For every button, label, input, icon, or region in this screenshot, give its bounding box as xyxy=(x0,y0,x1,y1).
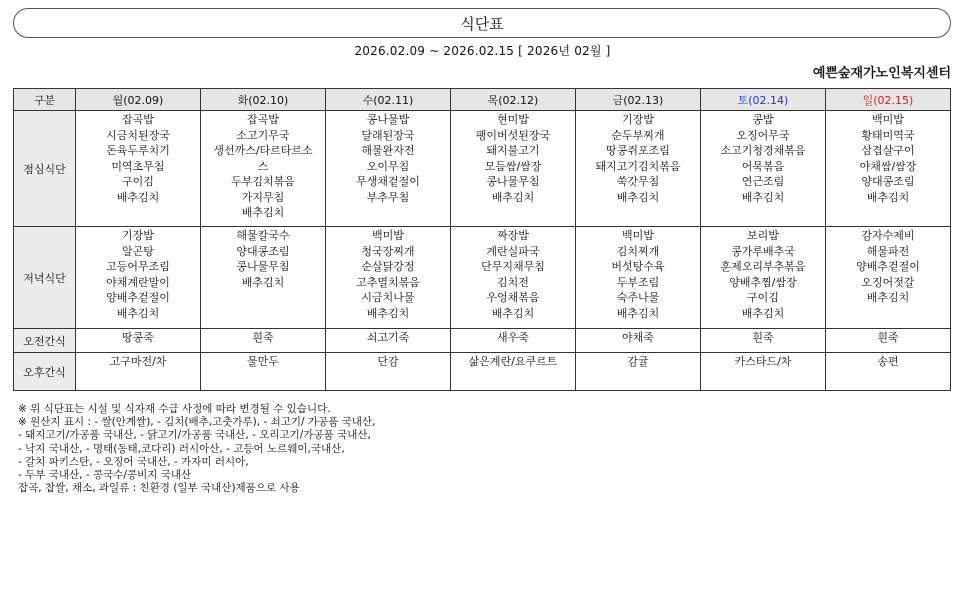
menu-item: 흰죽 xyxy=(752,331,774,344)
menu-item: 가지무침 xyxy=(241,190,285,204)
menu-item: 삶은계란/요쿠르트 xyxy=(468,355,558,368)
menu-item: 백미밥 xyxy=(872,113,904,126)
menu-item: 배추김치 xyxy=(491,306,535,320)
meal-row xyxy=(14,353,951,391)
menu-item: 보리밥 xyxy=(747,229,779,242)
row-label: 오후간식 xyxy=(14,353,76,391)
menu-item: 흰죽 xyxy=(877,331,899,344)
menu-item: 쑥갓무침 xyxy=(616,175,660,188)
menu-item: 연근조림 xyxy=(741,175,785,188)
menu-item: 양배추찜/쌈장 xyxy=(729,275,797,289)
menu-item: 우엉채볶음 xyxy=(486,291,540,304)
menu-item: 청국장찌개 xyxy=(361,244,415,258)
menu-item: 배추김치 xyxy=(741,306,785,320)
menu-item: 구이김 xyxy=(122,175,154,188)
menu-item: 소고기청경채볶음 xyxy=(720,144,806,157)
menu-cell xyxy=(201,353,326,391)
menu-item: 시금치된장국 xyxy=(106,128,170,142)
menu-item: 배추김치 xyxy=(116,306,160,320)
menu-cell xyxy=(701,111,826,227)
row-label: 저녁식단 xyxy=(14,227,76,329)
day-header: 수(02.11) xyxy=(326,89,451,111)
menu-item: 고구마전/차 xyxy=(109,355,167,368)
note-line: - 두부 국내산, - 콩국수/콩비지 국내산 xyxy=(18,469,192,482)
menu-cell xyxy=(451,227,576,329)
menu-item: 잡곡밥 xyxy=(122,113,154,126)
organization-name: 예쁜숲재가노인복지센터 xyxy=(812,66,951,81)
menu-item: 돈육두루치기 xyxy=(106,144,170,157)
note-line: ※ 원산지 표시 : - 쌀(안계쌀), - 김치(배추,고춧가루), - 쇠고기/ 가공품 국내산, xyxy=(18,416,376,429)
menu-item: 배추김치 xyxy=(866,190,910,204)
menu-cell xyxy=(201,111,326,227)
note-line: - 낙지 국내산, - 명태(동태,코다리) 러시아산, - 고등어 노르웨이,국내산, xyxy=(18,442,345,455)
menu-item: 두부조림 xyxy=(616,275,660,289)
header-row xyxy=(14,89,951,111)
menu-item: 짜장밥 xyxy=(497,229,529,242)
day-header: 월(02.09) xyxy=(76,89,201,111)
menu-item: 시금치나물 xyxy=(361,291,415,304)
menu-item: 송편 xyxy=(877,355,899,368)
menu-item: 모듬쌈/쌈장 xyxy=(484,159,542,173)
menu-item: 두부김치볶음 xyxy=(231,175,295,188)
menu-cell xyxy=(576,227,701,329)
menu-item: 현미밥 xyxy=(497,113,529,126)
period-range: 2026.02.09 ~ 2026.02.15 [ 2026년 02월 ] xyxy=(354,44,611,58)
menu-cell xyxy=(326,227,451,329)
menu-item: 배추김치 xyxy=(241,275,285,289)
menu-item: 감자수제비 xyxy=(861,229,915,242)
page-title: 식단표 xyxy=(460,14,504,33)
day-header: 목(02.12) xyxy=(451,89,576,111)
menu-item: 구이김 xyxy=(747,291,779,304)
menu-item: 양배추겉절이 xyxy=(856,260,920,273)
menu-cell xyxy=(701,227,826,329)
menu-item: 쇠고기죽 xyxy=(366,331,410,344)
menu-cell xyxy=(326,329,451,353)
menu-item: 고등어무조림 xyxy=(106,260,170,273)
menu-item: 콩가루배추국 xyxy=(731,244,795,258)
menu-item: 해물파전 xyxy=(866,244,910,258)
day-header: 일(02.15) xyxy=(826,89,951,111)
menu-item: 삼겹살구이 xyxy=(861,144,915,157)
menu-cell xyxy=(576,111,701,227)
menu-item: 야채쌈/쌈장 xyxy=(859,159,917,173)
menu-item: 백미밥 xyxy=(622,229,654,242)
menu-cell xyxy=(76,329,201,353)
day-header: 화(02.10) xyxy=(201,89,326,111)
meal-row xyxy=(14,227,951,329)
menu-item: 양대콩조림 xyxy=(861,175,915,188)
menu-item: 배추김치 xyxy=(116,190,160,204)
menu-item: 김치찌개 xyxy=(616,244,660,258)
row-label: 점심식단 xyxy=(14,111,76,227)
menu-item: 야채죽 xyxy=(622,331,654,344)
menu-item: 기장밥 xyxy=(622,113,654,126)
notes xyxy=(18,403,375,495)
menu-item: 배추김치 xyxy=(866,291,910,304)
menu-cell xyxy=(76,227,201,329)
menu-item: 돼지고기김치볶음 xyxy=(595,159,681,173)
menu-cell xyxy=(451,353,576,391)
menu-cell xyxy=(76,111,201,227)
title-bar xyxy=(13,8,951,38)
menu-item: 배추김치 xyxy=(366,306,410,320)
meal-row xyxy=(14,111,951,227)
menu-item: 배추김치 xyxy=(741,190,785,204)
menu-item: 순살닭강정 xyxy=(361,260,415,273)
menu-cell xyxy=(826,353,951,391)
menu-item: 잡곡밥 xyxy=(247,113,279,126)
menu-item: 배추김치 xyxy=(491,190,535,204)
menu-item: 땅콩쥐포조림 xyxy=(606,144,670,157)
menu-item: 팽이버섯된장국 xyxy=(475,128,551,142)
menu-item: 새우죽 xyxy=(497,331,529,344)
menu-item: 알곤탕 xyxy=(122,244,154,258)
menu-item: 카스타드/차 xyxy=(734,355,792,368)
menu-cell xyxy=(701,329,826,353)
meal-table xyxy=(13,88,951,391)
menu-item: 숙주나물 xyxy=(616,291,660,304)
menu-item: 버섯탕수육 xyxy=(611,260,665,273)
menu-item: 단감 xyxy=(377,355,399,368)
corner-header: 구분 xyxy=(14,89,76,111)
menu-item: 스 xyxy=(257,159,269,173)
menu-item: 단무지채무침 xyxy=(481,260,545,273)
menu-item: 해물칼국수 xyxy=(236,229,290,242)
menu-item: 무생채겉절이 xyxy=(356,175,420,188)
menu-item: 배추김치 xyxy=(241,206,285,219)
menu-cell xyxy=(326,111,451,227)
menu-item: 콩나물밥 xyxy=(366,113,410,126)
menu-item: 감귤 xyxy=(627,355,649,368)
day-header: 금(02.13) xyxy=(576,89,701,111)
menu-cell xyxy=(201,329,326,353)
menu-item: 배추김치 xyxy=(616,306,660,320)
menu-item: 배추김치 xyxy=(616,190,660,204)
menu-item: 어묵볶음 xyxy=(741,159,785,173)
menu-cell xyxy=(451,329,576,353)
menu-cell xyxy=(826,111,951,227)
menu-item: 양대콩조림 xyxy=(236,244,290,258)
row-label: 오전간식 xyxy=(14,329,76,353)
menu-cell xyxy=(326,353,451,391)
menu-item: 물만두 xyxy=(247,355,279,368)
menu-cell xyxy=(76,353,201,391)
menu-item: 야채계란말이 xyxy=(106,275,170,289)
menu-item: 김치전 xyxy=(497,275,529,289)
menu-cell xyxy=(576,353,701,391)
menu-item: 부추무침 xyxy=(366,190,410,204)
menu-item: 해물완자전 xyxy=(361,144,415,157)
meal-row xyxy=(14,329,951,353)
menu-cell xyxy=(576,329,701,353)
menu-item: 콩나물무침 xyxy=(486,175,540,188)
menu-item: 달래된장국 xyxy=(361,128,415,142)
note-line: - 돼지고기/가공품 국내산, - 닭고기/가공품 국내산, - 오리고기/가공품 국내산, xyxy=(18,429,371,442)
menu-item: 미역초무침 xyxy=(111,159,165,173)
menu-cell xyxy=(701,353,826,391)
menu-item: 흰죽 xyxy=(252,331,274,344)
menu-item: 황태미역국 xyxy=(861,128,915,142)
menu-item: 생선까스/타르타르소 xyxy=(213,144,313,157)
menu-item: 훈제오리부추볶음 xyxy=(720,260,806,273)
menu-item: 순두부찌개 xyxy=(611,128,665,142)
menu-cell xyxy=(826,329,951,353)
note-line: - 갈치 파키스탄, - 오징어 국내산, - 가자미 러시아, xyxy=(18,455,249,468)
menu-item: 소고기무국 xyxy=(236,128,290,142)
menu-item: 양배추겉절이 xyxy=(106,291,170,304)
menu-cell xyxy=(451,111,576,227)
menu-item: 콩나물무침 xyxy=(236,260,290,273)
menu-item: 오징어젓갈 xyxy=(861,275,915,289)
note-line: 잡곡, 찹쌀, 채소, 과일류 : 친환경 (일부 국내산)제품으로 사용 xyxy=(18,482,300,495)
menu-item: 고추멸치볶음 xyxy=(356,275,420,289)
menu-item: 땅콩죽 xyxy=(122,331,154,344)
menu-item: 계란실파국 xyxy=(486,244,540,258)
menu-item: 오이무침 xyxy=(366,159,410,173)
menu-cell xyxy=(826,227,951,329)
menu-item: 콩밥 xyxy=(752,113,774,126)
menu-item: 기장밥 xyxy=(122,229,154,242)
note-line: ※ 위 식단표는 시설 및 식자재 수급 사정에 따라 변경될 수 있습니다. xyxy=(18,403,331,415)
menu-item: 백미밥 xyxy=(372,229,404,242)
day-header: 토(02.14) xyxy=(701,89,826,111)
menu-cell xyxy=(201,227,326,329)
menu-item: 돼지불고기 xyxy=(486,144,540,157)
menu-item: 오징어무국 xyxy=(736,128,790,142)
